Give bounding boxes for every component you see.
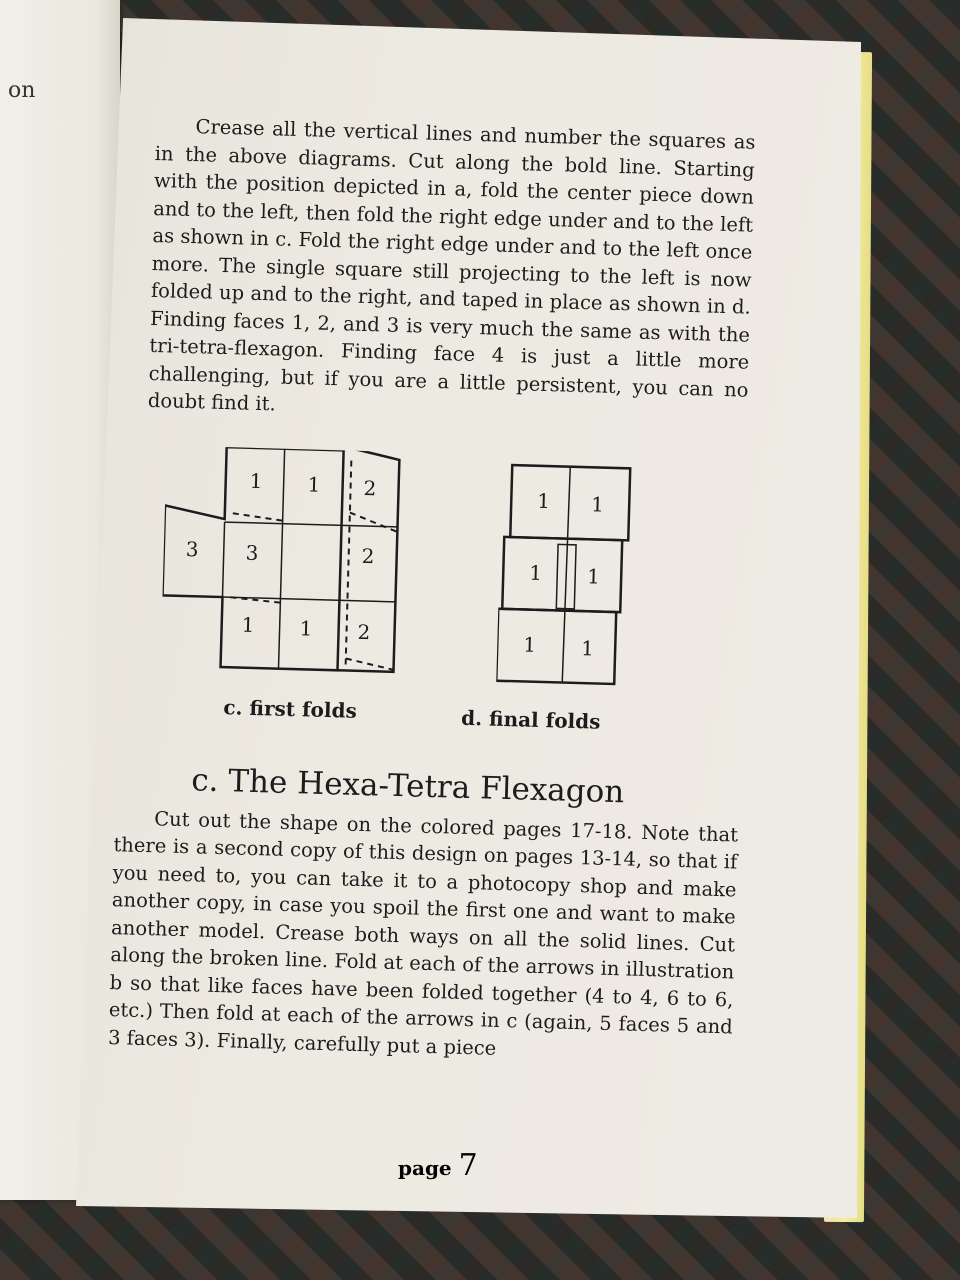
section-heading: c. The Hexa-Tetra Flexagon [190,761,625,810]
diagram-first-folds [160,445,417,692]
left-page-text-fragment: on [8,78,36,103]
label-c-2: 1 [307,471,321,497]
label-d-3: 1 [528,560,543,585]
label-c-8: 1 [299,615,313,641]
label-c-3: 2 [363,475,377,500]
caption-final-folds: d. final folds [460,705,601,734]
label-d-2: 1 [590,491,605,517]
page-number-value: 7 [458,1148,478,1183]
page-number [398,1148,478,1183]
hexa-tetra-paragraph: Cut out the shape on the colored pages 17-18. Note that there is a second copy of this design on pages 13-14, so that if you need to, you can take it to a photocopy shop and make another copy, in case you spoil the first one and want to make another model. Crease both ways on all the solid lines. Cut along the broken line. Fold at each of the arrows in illustration b so that like faces have been folded together (4 to 4, 6 to 6, etc.) Then fold at each of the arrows in c (again, 5 faces 5 and 3 faces 3). Finally, carefully put a piece [107,806,739,1060]
label-c-9: 2 [357,619,371,644]
caption-first-folds: c. first folds [223,694,358,723]
label-c-6: 2 [361,543,375,568]
page-label: page [398,1156,452,1180]
label-d-4: 1 [586,563,601,589]
diagrams-area [139,438,747,755]
label-d-6: 1 [580,635,595,660]
label-c-5: 3 [245,540,259,565]
label-c-4: 3 [185,536,199,561]
label-d-5: 1 [522,631,537,657]
page-content [107,112,756,1068]
label-c-7: 1 [241,612,255,637]
label-d-1: 1 [536,488,551,513]
label-c-1: 1 [249,468,263,493]
instruction-paragraph: Crease all the vertical lines and number the squares as in the above diagrams. Cut along the bold line. Starting with the position depicted in a, fold the center piece down and to the left, then fold the right edge under and to the left as shown in c. Fold the right edge under and to the left once more. The single square still projecting to the left is now folded up and to the right, and taped in place as shown in d. Finding faces 1, 2, and 3 is very much the same as with the tri-tetra-flexagon. Finding face 4 is just a little more challenging, but if you are a little persistent, you can no doubt find it. [147,115,756,416]
diagram-final-folds [496,462,643,706]
